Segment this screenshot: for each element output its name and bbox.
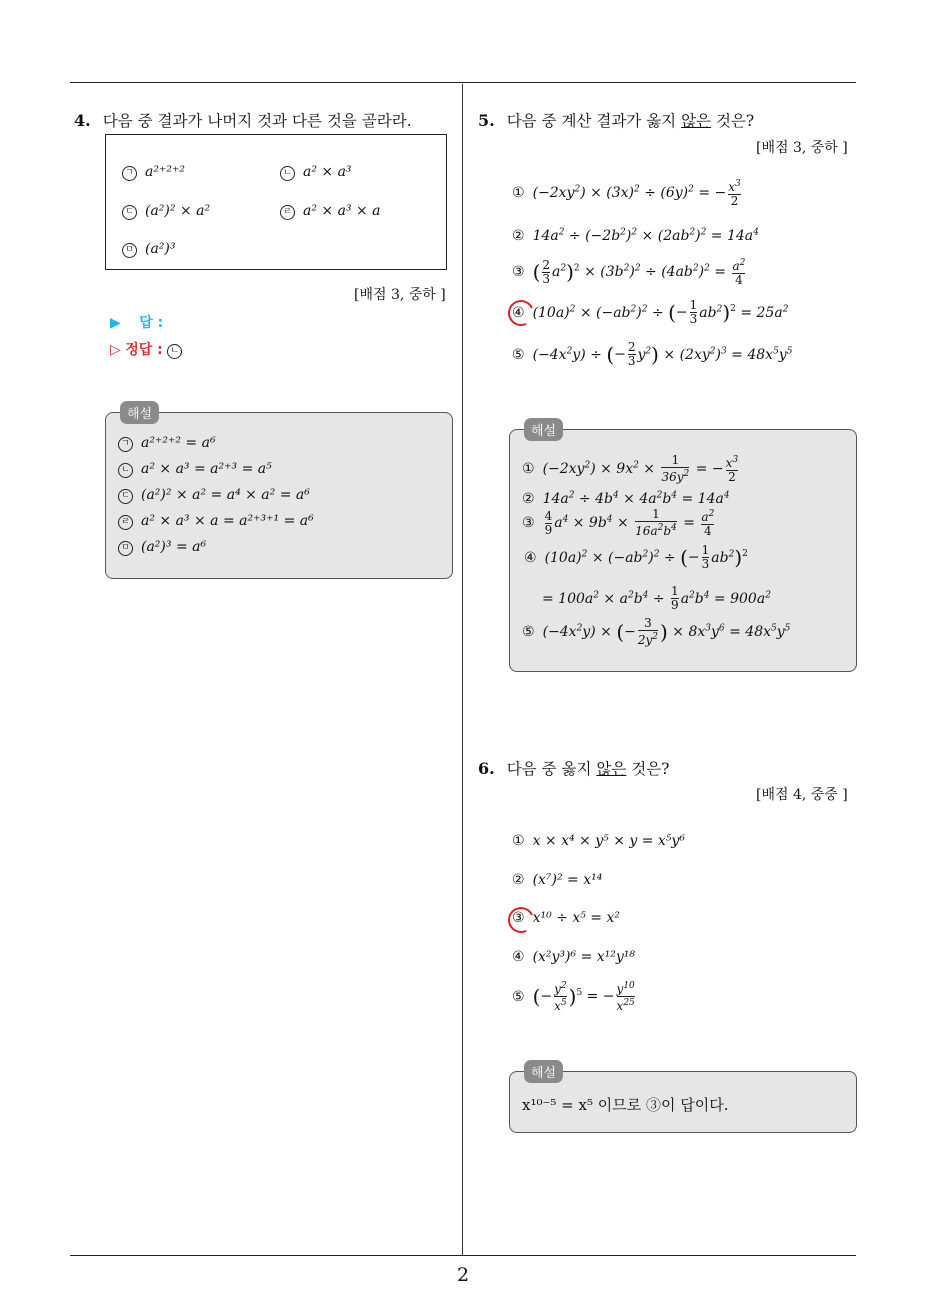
q6-solution-text: x¹⁰⁻⁵ = x⁵ 이므로 ③이 답이다. — [522, 1096, 729, 1114]
q5-option-2[interactable]: ② $14a^2 \div (-2b^2)^2 \times (2ab^2)^2 = 14a^4$ — [512, 227, 759, 244]
q4-solution-line — [118, 539, 206, 556]
page-number: 2 — [456, 1264, 470, 1286]
q6-option-4[interactable] — [512, 949, 635, 965]
circled-mark: ㄱ — [118, 437, 133, 452]
q4-solution-expr: a²⁺²⁺² = a⁶ — [141, 435, 216, 451]
option-number: ② — [512, 872, 525, 888]
q4-solution-expr: a² × a³ = a²⁺³ = a⁵ — [141, 461, 272, 477]
option-number: ④ — [512, 949, 525, 965]
q5-header — [478, 109, 754, 131]
q6-option-expr: x¹⁰ ÷ x⁵ = x² — [532, 910, 620, 926]
q5-text-end: 것은? — [711, 112, 755, 130]
q5-text-underline: 않은 — [681, 112, 712, 130]
q4-header — [74, 109, 412, 131]
option-number: ① — [512, 185, 525, 201]
q4-option-5[interactable] — [122, 241, 176, 258]
q6-text-end: 것은? — [626, 760, 670, 778]
circled-mark: ㄷ — [122, 205, 137, 220]
q4-option-2[interactable] — [280, 164, 352, 181]
q6-option-5[interactable]: ⑤ (− $\frac{y^2}{x^5}$ )$^5$ = − $\frac{y^{10}}{x^{25}}$ — [512, 981, 635, 1013]
q6-number: 6. — [478, 759, 495, 778]
top-rule — [70, 82, 856, 83]
option-number: ⑤ — [512, 988, 525, 1005]
q4-option-expr: a²⁺²⁺² — [145, 164, 185, 180]
q6-text-underline: 않은 — [596, 760, 627, 778]
q4-solution-expr: (a²)² × a² = a⁴ × a² = a⁶ — [141, 487, 310, 503]
q6-option-expr: (x²y³)⁶ = x¹²y¹⁸ — [532, 949, 636, 965]
q5-solution-line-3: ③ $\frac{4}{9}$ $a^4 \times 9b^4$ × $\frac{1}{16a^2b^4}$ = $\frac{a^2}{4}$ — [522, 507, 715, 538]
q6-option-expr: x × x⁴ × y⁵ × y = x⁵y⁶ — [532, 833, 685, 849]
option-number: ③ — [512, 910, 525, 926]
q4-option-expr: a² × a³ × a — [303, 203, 381, 219]
q4-solution-tag: 해설 — [120, 401, 159, 424]
option-number: ⑤ — [512, 346, 525, 363]
q6-solution-tag: 해설 — [524, 1060, 563, 1083]
q6-option-1[interactable] — [512, 833, 685, 849]
circled-mark: ㄴ — [118, 463, 133, 478]
q5-option-5[interactable]: ⑤ $(-4x^2y)$ ÷ (− $\frac{2}{3}$ $y^2) \times (2xy^2)^3 = 48x^5y^5$ — [512, 340, 793, 368]
column-divider — [462, 84, 463, 1256]
q6-selected-mark — [504, 903, 537, 936]
q5-solution-line-4: ④ $(10a)^2 \times (-ab^2)^2$ ÷ (− $\frac{1}{3}$ $ab^2)^2$ — [524, 543, 748, 571]
q4-option-expr: (a²)³ — [145, 241, 176, 257]
q5-solution-line-4b: = $100a^2 \times a^2b^4$ ÷ $\frac{1}{9}$ $a^2b^4 = 900a^2$ — [542, 584, 771, 612]
q5-solution-line-1: ① $(-2xy^2) \times 9x^2$ × $\frac{1}{36y^2}$ = − $\frac{x^3}{2}$ — [522, 453, 739, 484]
bottom-rule — [70, 1255, 856, 1256]
q4-score: [배점 3, 중하 ] — [354, 287, 446, 303]
answer-label: 답 : — [139, 315, 164, 331]
q4-text: 다음 중 결과가 나머지 것과 다른 것을 골라라. — [102, 112, 412, 130]
option-number: ② — [512, 227, 525, 244]
option-number: ③ — [512, 264, 525, 280]
q5-solution-tag: 해설 — [524, 418, 563, 441]
q4-solution-line — [118, 513, 314, 530]
circled-mark: ㅁ — [118, 541, 133, 556]
q4-option-expr: a² × a³ — [303, 164, 352, 180]
q5-score: [배점 3, 중하 ] — [756, 140, 848, 156]
circled-mark: ㄹ — [280, 205, 295, 220]
q5-text: 다음 중 계산 결과가 옳지 — [506, 112, 682, 130]
q5-number: 5. — [478, 111, 495, 130]
q6-option-2[interactable] — [512, 872, 602, 888]
option-number: ④ — [512, 304, 525, 321]
q6-score: [배점 4, 중중 ] — [756, 787, 848, 803]
q5-solution-line-5: ⑤ $(-4x^2y)$ × (− $\frac{3}{2y^2}$ ) × $8x^3y^6 = 48x^5y^5$ — [522, 616, 791, 647]
correct-label: 정답 : — [125, 342, 163, 358]
q4-solution-line — [118, 435, 216, 452]
q6-option-expr: (x⁷)² = x¹⁴ — [532, 872, 603, 888]
q5-option-4[interactable]: ④ $(10a)^2 \times (-ab^2)^2$ ÷ (− $\frac{1}{3}$ $ab^2)^2 = 25a^2$ — [512, 298, 789, 326]
circled-mark: ㄷ — [118, 489, 133, 504]
circled-mark: ㄱ — [122, 166, 137, 181]
q6-text: 다음 중 옳지 — [506, 760, 597, 778]
q4-solution-expr: (a²)³ = a⁶ — [141, 539, 207, 555]
q4-option-4[interactable] — [280, 203, 381, 220]
q4-solution-line — [118, 487, 310, 504]
q5-option-1[interactable]: ① $(-2xy^2) \times (3x)^2 \div (6y)^2$ = − $\frac{x^3}{2}$ — [512, 179, 741, 208]
circled-mark: ㄴ — [280, 166, 295, 181]
option-number: ① — [512, 833, 525, 849]
q4-number: 4. — [74, 111, 91, 130]
triangle-outline-icon: ▷ — [110, 342, 121, 358]
q4-option-1[interactable] — [122, 164, 185, 181]
q4-answer-row — [110, 312, 163, 332]
q6-header — [478, 757, 670, 779]
play-icon: ▶ — [110, 315, 121, 331]
circled-mark: ㅁ — [122, 243, 137, 258]
q4-correct-row — [110, 339, 190, 359]
q4-solution-expr: a² × a³ × a = a²⁺³⁺¹ = a⁶ — [141, 513, 314, 529]
circled-mark: ㄹ — [118, 515, 133, 530]
q5-solution-line-2: ② $14a^2 \div 4b^4 \times 4a^2b^4 = 14a^4$ — [522, 490, 730, 507]
q4-option-3[interactable] — [122, 203, 210, 220]
q5-option-3[interactable]: ③ ( $\frac{2}{3}$ $a^2)^2 \times (3b^2)^2 \div (4ab^2)^2$ = $\frac{a^2}{4}$ — [512, 257, 746, 287]
correct-value: ㄴ — [167, 344, 182, 359]
q4-option-expr: (a²)² × a² — [145, 203, 211, 219]
q4-solution-line — [118, 461, 272, 478]
